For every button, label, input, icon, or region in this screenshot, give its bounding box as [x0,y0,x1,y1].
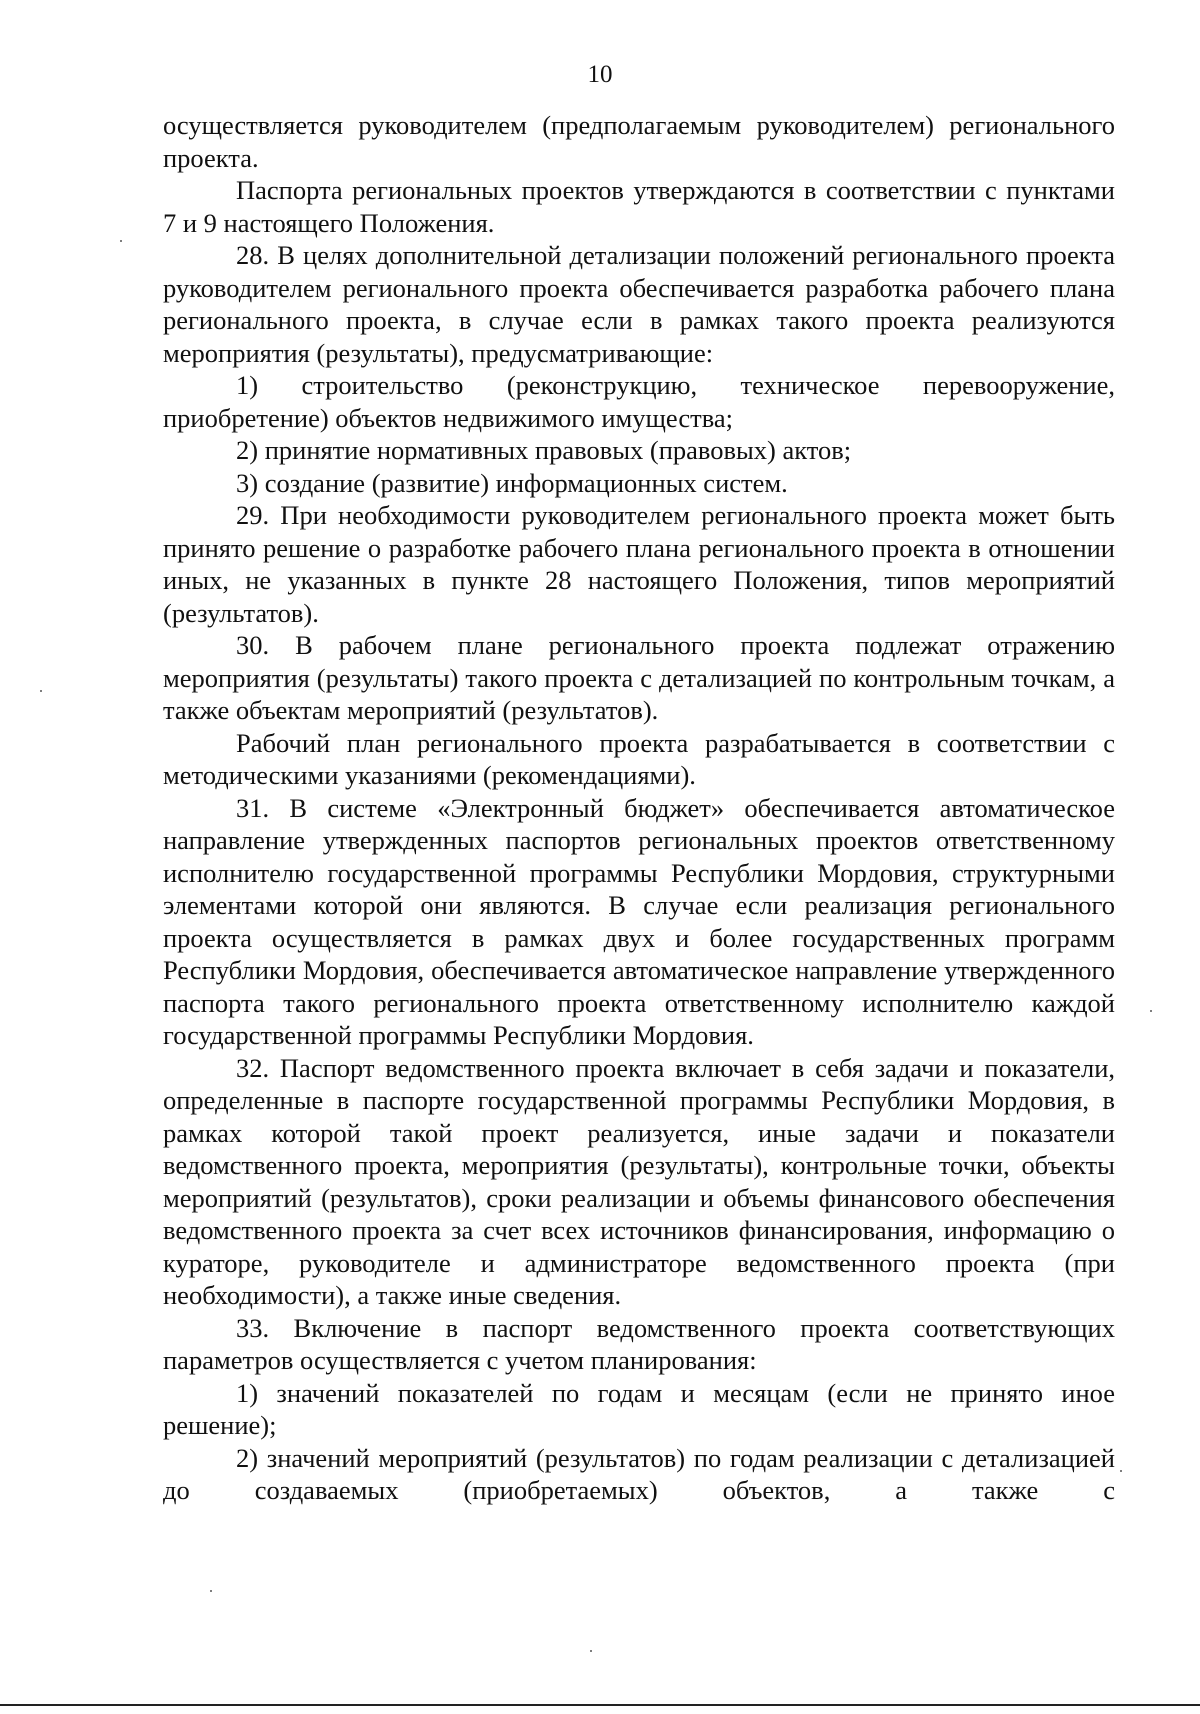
list-item-33-2: 2) значений мероприятий (результатов) по годам реализации с детализацией до создаваемых (приобретаемых) объектов, а также с [163,1442,1115,1505]
list-item-28-2: 2) принятие нормативных правовых (правовых) актов; [236,435,852,465]
paragraph-31: 31. В системе «Электронный бюджет» обеспечивается автоматическое направление утвержденных паспортов региональных проектов ответственному исполнителю государственной программы Республики Мордовия, структурными элементами которой они являются. В случае если реализация регионального проекта осуществляется в рамках двух и более государственных программ Республики Мордовия, обеспечивается автоматическое направление утвержденного паспорта такого регионального проекта ответственному исполнителю каждой государственной программы Республики Мордовия. [163,792,1115,1050]
paragraph-passport-approval: Паспорта региональных проектов утверждаются в соответствии с пунктами 7 и 9 настоящего Положения. [163,175,1115,238]
page-bottom-edge [0,1704,1200,1706]
document-body [163,109,1115,1507]
list-item-33-1: 1) значений показателей по годам и месяцам (если не принято иное решение); [163,1377,1115,1440]
paragraph-33: 33. Включение в паспорт ведомственного проекта соответствующих параметров осуществляется с учетом планирования: [163,1312,1115,1375]
scan-speck [40,690,42,692]
scan-speck [1150,1010,1152,1012]
scan-speck [210,1590,212,1592]
paragraph-29: 29. При необходимости руководителем регионального проекта может быть принято решение о разработке рабочего плана регионального проекта в отношении иных, не указанных в пункте 28 настоящего Положения, типов мероприятий (результатов). [163,500,1115,628]
page-number: 10 [587,61,613,88]
paragraph-work-plan: Рабочий план регионального проекта разрабатывается в соответствии с методическими указаниями (рекомендациями). [163,727,1115,790]
paragraph-28: 28. В целях дополнительной детализации положений регионального проекта руководителем регионального проекта обеспечивается разработка рабочего плана регионального проекта, в случае если в рамках такого проекта реализуются мероприятия (результаты), предусматривающие: [163,240,1115,368]
scan-speck [1120,1470,1122,1472]
list-item-28-3: 3) создание (развитие) информационных систем. [236,467,788,498]
scan-speck [590,1650,592,1652]
paragraph-30: 30. В рабочем плане регионального проекта подлежат отражению мероприятия (результаты) такого проекта с детализацией по контрольным точкам, а также объектам мероприятий (результатов). [163,630,1115,725]
list-item-28-1: 1) строительство (реконструкцию, техническое перевооружение, приобретение) объектов недвижимого имущества; [163,370,1115,433]
paragraph-32: 32. Паспорт ведомственного проекта включает в себя задачи и показатели, определенные в паспорте государственной программы Республики Мордовия, в рамках которой такой проект реализуется, иные задачи и показатели ведомственного проекта, мероприятия (результаты), контрольные точки, объекты мероприятий (результатов), сроки реализации и объемы финансового обеспечения ведомственного проекта за счет всех источников финансирования, информацию о кураторе, руководителе и администраторе ведомственного проекта (при необходимости), а также иные сведения. [163,1052,1115,1310]
paragraph-continuation: осуществляется руководителем (предполагаемым руководителем) регионального проекта. [163,110,1115,173]
scan-speck [120,240,122,242]
